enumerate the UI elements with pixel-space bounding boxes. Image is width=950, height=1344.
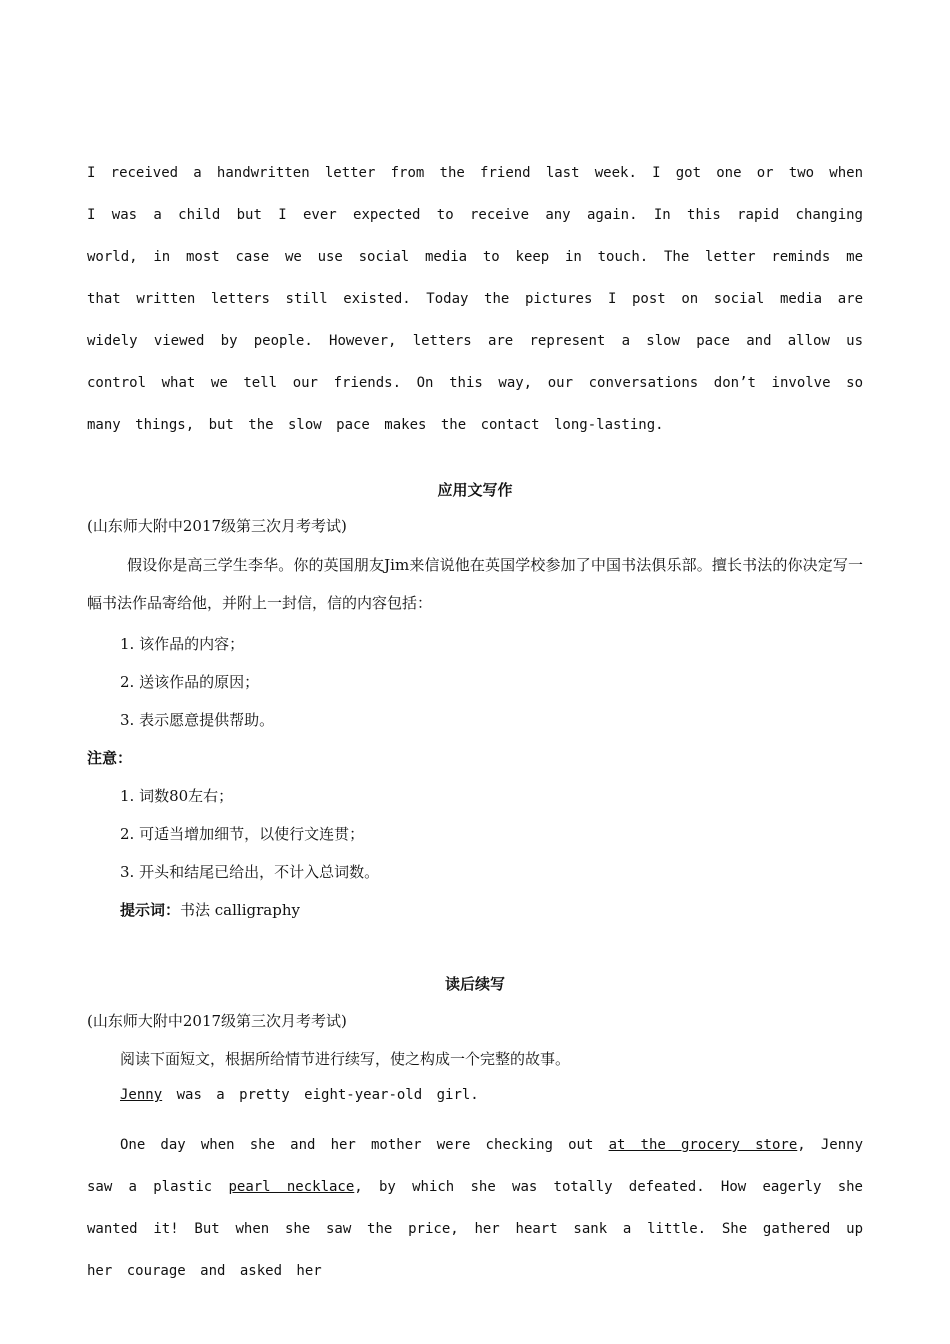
underlined-name: Jenny [120, 1087, 163, 1103]
underlined-phrase: at the grocery store [608, 1137, 798, 1153]
story-paragraph-2: One day when she and her mother were checking out at the grocery store, Jenny saw a plastic pearl necklace, by which she was totally defeated. How eagerly she wanted it! But when she saw the price, her heart sank a little. She gathered up her courage and asked her [87, 1137, 863, 1279]
essay-paragraph: I received a handwritten letter from the friend last week. I got one or two when I was a child but I ever expected to receive any again. In this rapid changing world, in most case we use social media to keep in touch. The letter reminds me that written letters still existed. Today the pictures I post on social media are widely viewed by people. However, letters are represent a slow pace and allow us control what we tell our friends. On this way, our conversations don’t involve so many things, but the slow pace makes the contact long-lasting. [87, 165, 863, 433]
underlined-phrase: pearl necklace [228, 1179, 355, 1195]
note-item: 2. 可适当增加细节，以使行文连贯； [120, 825, 365, 843]
note-item: 1. 词数80左右； [120, 787, 234, 805]
writing-prompt: 假设你是高三学生李华。你的英国朋友Jim来信说他在英国学校参加了中国书法俱乐部。擅长书法的你决定写一幅书法作品寄给他，并附上一封信，信的内容包括： [87, 556, 863, 612]
prompt-item: 1. 该作品的内容； [120, 635, 245, 653]
prompt-item: 2. 送该作品的原因； [120, 673, 260, 691]
prompt-item: 3. 表示愿意提供帮助。 [120, 711, 275, 729]
section-source: (山东师大附中2017级第三次月考考试) [87, 517, 347, 535]
section-source: (山东师大附中2017级第三次月考考试) [87, 1012, 347, 1030]
hint-line [120, 899, 300, 920]
section-title-continuation-writing: 读后续写 [444, 975, 505, 993]
hint-label: 提示词： [120, 901, 181, 919]
section-title-practical-writing: 应用文写作 [437, 481, 513, 499]
notes-label: 注意： [87, 749, 133, 767]
note-item: 3. 开头和结尾已给出，不计入总词数。 [120, 863, 380, 881]
reading-instruction: 阅读下面短文，根据所给情节进行续写，使之构成一个完整的故事。 [120, 1050, 571, 1068]
hint-text: 书法 calligraphy [180, 901, 300, 919]
story-paragraph-1: Jenny was a pretty eight-year-old girl. [120, 1087, 479, 1103]
